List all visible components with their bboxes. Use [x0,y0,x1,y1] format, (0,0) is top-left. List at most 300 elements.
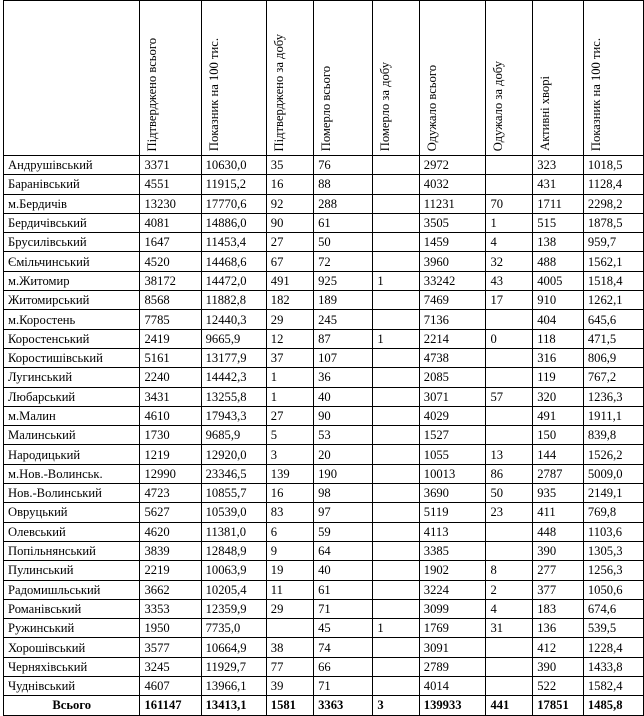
table-cell: 12990 [140,464,201,483]
table-cell: 98 [314,484,373,503]
region-name-cell: Олевський [4,522,140,541]
table-cell [373,580,419,599]
region-name-cell: Житомирський [4,291,140,310]
table-cell: 3690 [419,484,486,503]
region-name-cell: Радомишльський [4,580,140,599]
table-cell: 40 [314,561,373,580]
total-label: Всього [4,696,140,715]
header-recovered-daily [486,1,533,156]
table-cell: 161147 [140,696,201,715]
table-cell: 53 [314,426,373,445]
table-cell: 2787 [533,464,584,483]
table-cell: 12 [266,329,313,348]
covid-statistics-table [3,0,644,716]
table-cell [373,522,419,541]
table-footer [4,696,644,715]
table-row [4,271,644,290]
table-cell: 1 [266,387,313,406]
table-row [4,580,644,599]
table-cell: 2 [486,580,533,599]
table-cell: 6 [266,522,313,541]
table-cell: 64 [314,541,373,560]
header-label: Підтверджено за добу [271,33,286,151]
table-cell: 190 [314,464,373,483]
table-cell [486,522,533,541]
table-cell: 1711 [533,194,584,213]
table-cell [373,503,419,522]
table-cell: 72 [314,252,373,271]
table-cell: 1730 [140,426,201,445]
table-cell: 9685,9 [201,426,266,445]
table-cell: 57 [486,387,533,406]
header-label: Показник на 100 тис. [588,37,603,151]
table-cell: 138 [533,233,584,252]
table-cell: 7735,0 [201,619,266,638]
table-cell: 50 [486,484,533,503]
table-cell: 183 [533,599,584,618]
table-cell: 4 [486,599,533,618]
table-cell: 1103,6 [583,522,643,541]
table-cell: 4113 [419,522,486,541]
table-cell: 1018,5 [583,156,643,175]
table-cell: 10630,0 [201,156,266,175]
table-cell: 7469 [419,291,486,310]
table-cell: 27 [266,233,313,252]
table-cell: 139 [266,464,313,483]
table-cell: 11381,0 [201,522,266,541]
table-cell: 10013 [419,464,486,483]
table-cell [486,541,533,560]
table-cell: 17770,6 [201,194,266,213]
table-cell: 11915,2 [201,175,266,194]
header-region [4,1,140,156]
table-cell: 2214 [419,329,486,348]
table-cell: 4551 [140,175,201,194]
table-cell [486,426,533,445]
total-row [4,696,644,715]
table-cell: 10664,9 [201,638,266,657]
region-name-cell: Хорошівський [4,638,140,657]
header-label: Активні хворі [538,76,553,151]
table-cell [373,368,419,387]
table-cell: 9 [266,541,313,560]
table-cell: 1647 [140,233,201,252]
table-row [4,638,644,657]
table-cell [373,426,419,445]
table-cell: 136 [533,619,584,638]
table-cell [373,445,419,464]
table-cell: 959,7 [583,233,643,252]
table-cell: 4738 [419,348,486,367]
table-cell: 2240 [140,368,201,387]
header-label: Одужало за добу [491,60,506,151]
table-cell: 71 [314,677,373,696]
table-cell: 5119 [419,503,486,522]
table-cell: 1459 [419,233,486,252]
table-row [4,464,644,483]
table-cell: 1562,1 [583,252,643,271]
table-cell: 76 [314,156,373,175]
header-label: Показник на 100 тис. [206,37,221,151]
header-active-rate-per-100k [583,1,643,156]
table-cell [373,310,419,329]
table-cell: 4607 [140,677,201,696]
header-label: Померло всього [319,65,334,151]
table-row [4,561,644,580]
table-cell: 1236,3 [583,387,643,406]
table-cell [266,619,313,638]
region-name-cell: Коростенський [4,329,140,348]
table-cell [486,156,533,175]
table-cell: 645,6 [583,310,643,329]
table-cell: 38172 [140,271,201,290]
table-cell: 767,2 [583,368,643,387]
table-row [4,233,644,252]
table-cell: 23346,5 [201,464,266,483]
table-cell: 935 [533,484,584,503]
table-cell: 925 [314,271,373,290]
table-cell: 5161 [140,348,201,367]
table-row [4,522,644,541]
table-cell [373,599,419,618]
table-cell: 2972 [419,156,486,175]
table-cell: 1262,1 [583,291,643,310]
table-cell: 3431 [140,387,201,406]
table-cell: 390 [533,541,584,560]
table-cell: 29 [266,599,313,618]
region-name-cell: Народицький [4,445,140,464]
table-cell: 3071 [419,387,486,406]
table-cell: 12440,3 [201,310,266,329]
table-cell: 412 [533,638,584,657]
table-cell: 1305,3 [583,541,643,560]
table-cell: 4 [486,233,533,252]
table-body [4,156,644,696]
table-cell: 1 [486,213,533,232]
table-cell: 4032 [419,175,486,194]
table-cell: 245 [314,310,373,329]
table-cell: 1878,5 [583,213,643,232]
table-cell: 13413,1 [201,696,266,715]
table-cell: 10539,0 [201,503,266,522]
table-cell [373,657,419,676]
region-name-cell: м.Коростень [4,310,140,329]
table-cell: 3839 [140,541,201,560]
table-cell: 1950 [140,619,201,638]
table-cell: 14442,3 [201,368,266,387]
table-header [4,1,644,156]
table-row [4,194,644,213]
table-row [4,252,644,271]
region-name-cell: Черняхівський [4,657,140,676]
table-cell: 3 [373,696,419,715]
table-cell: 92 [266,194,313,213]
table-cell: 29 [266,310,313,329]
table-row [4,426,644,445]
region-name-cell: Баранівський [4,175,140,194]
table-cell: 0 [486,329,533,348]
table-cell: 4014 [419,677,486,696]
table-cell: 11231 [419,194,486,213]
table-cell: 16 [266,175,313,194]
table-cell: 107 [314,348,373,367]
header-label: Померло за добу [378,61,393,151]
table-cell: 13 [486,445,533,464]
table-cell [373,194,419,213]
table-row [4,175,644,194]
table-row [4,445,644,464]
region-name-cell: Лугинський [4,368,140,387]
table-cell: 3245 [140,657,201,676]
table-cell: 8568 [140,291,201,310]
table-cell: 3099 [419,599,486,618]
table-cell [373,541,419,560]
table-cell [373,213,419,232]
table-cell: 35 [266,156,313,175]
table-cell: 277 [533,561,584,580]
table-cell: 1581 [266,696,313,715]
table-cell: 43 [486,271,533,290]
region-name-cell: Бердичівський [4,213,140,232]
table-cell: 431 [533,175,584,194]
table-cell [373,638,419,657]
table-cell: 90 [314,406,373,425]
table-row [4,156,644,175]
table-cell: 1050,6 [583,580,643,599]
region-name-cell: Ружинський [4,619,140,638]
table-cell: 539,5 [583,619,643,638]
table-cell: 404 [533,310,584,329]
table-row [4,484,644,503]
table-cell: 37 [266,348,313,367]
table-cell: 1527 [419,426,486,445]
table-cell: 491 [266,271,313,290]
table-cell: 83 [266,503,313,522]
table-cell: 1 [373,329,419,348]
table-cell [373,291,419,310]
table-cell: 674,6 [583,599,643,618]
table-cell: 320 [533,387,584,406]
table-cell: 32 [486,252,533,271]
header-recovered-total [419,1,486,156]
table-cell: 2419 [140,329,201,348]
table-row [4,368,644,387]
table-cell: 13966,1 [201,677,266,696]
table-cell: 14886,0 [201,213,266,232]
table-cell [486,368,533,387]
table-cell: 4620 [140,522,201,541]
table-cell: 3371 [140,156,201,175]
header-label: Одужало всього [424,64,439,151]
table-cell: 4029 [419,406,486,425]
table-cell: 7785 [140,310,201,329]
table-cell [486,406,533,425]
table-row [4,406,644,425]
table-cell: 144 [533,445,584,464]
region-name-cell: м.Малин [4,406,140,425]
table-cell: 515 [533,213,584,232]
table-cell [373,252,419,271]
table-cell: 5009,0 [583,464,643,483]
table-cell: 88 [314,175,373,194]
table-cell: 323 [533,156,584,175]
table-cell: 5 [266,426,313,445]
table-cell: 19 [266,561,313,580]
region-name-cell: Коростишівський [4,348,140,367]
table-row [4,310,644,329]
table-cell: 182 [266,291,313,310]
table-cell: 377 [533,580,584,599]
table-cell: 1256,3 [583,561,643,580]
region-name-cell: м.Бердичів [4,194,140,213]
table-cell: 139933 [419,696,486,715]
table-cell: 74 [314,638,373,657]
table-cell: 20 [314,445,373,464]
header-confirmed-daily [266,1,313,156]
table-cell: 839,8 [583,426,643,445]
table-cell: 27 [266,406,313,425]
table-cell: 2219 [140,561,201,580]
table-cell: 4723 [140,484,201,503]
table-cell: 288 [314,194,373,213]
table-cell: 33242 [419,271,486,290]
table-cell: 3960 [419,252,486,271]
table-cell: 61 [314,580,373,599]
table-cell [373,464,419,483]
region-name-cell: Пулинський [4,561,140,580]
table-cell: 316 [533,348,584,367]
table-cell: 70 [486,194,533,213]
table-cell [373,484,419,503]
table-row [4,541,644,560]
table-cell: 8 [486,561,533,580]
table-cell: 97 [314,503,373,522]
table-cell: 1485,8 [583,696,643,715]
table-cell: 4081 [140,213,201,232]
table-cell: 86 [486,464,533,483]
header-active-cases [533,1,584,156]
table-cell: 1 [373,271,419,290]
table-cell: 12920,0 [201,445,266,464]
table-cell: 1902 [419,561,486,580]
region-name-cell: м.Нов.-Волинськ. [4,464,140,483]
table-cell: 3091 [419,638,486,657]
table-cell: 71 [314,599,373,618]
table-cell: 67 [266,252,313,271]
table-cell [486,677,533,696]
table-row [4,348,644,367]
table-cell: 5627 [140,503,201,522]
region-name-cell: Попільнянський [4,541,140,560]
table-cell: 441 [486,696,533,715]
table-cell: 1518,4 [583,271,643,290]
table-cell: 7136 [419,310,486,329]
table-cell [373,406,419,425]
table-row [4,387,644,406]
table-cell: 1 [373,619,419,638]
table-cell: 13230 [140,194,201,213]
table-row [4,657,644,676]
table-cell [486,638,533,657]
table-cell: 3505 [419,213,486,232]
table-cell: 77 [266,657,313,676]
table-cell: 11 [266,580,313,599]
table-cell: 1055 [419,445,486,464]
table-cell [373,348,419,367]
table-cell: 3385 [419,541,486,560]
table-cell: 59 [314,522,373,541]
table-row [4,291,644,310]
table-cell: 14472,0 [201,271,266,290]
table-cell [373,387,419,406]
table-cell: 4520 [140,252,201,271]
table-cell: 31 [486,619,533,638]
table-cell: 3363 [314,696,373,715]
table-cell: 16 [266,484,313,503]
region-name-cell: Романівський [4,599,140,618]
table-row [4,213,644,232]
table-cell: 2789 [419,657,486,676]
region-name-cell: Нов.-Волинський [4,484,140,503]
table-cell: 769,8 [583,503,643,522]
table-cell: 3577 [140,638,201,657]
table-row [4,503,644,522]
table-cell: 491 [533,406,584,425]
header-deaths-total [314,1,373,156]
table-cell: 1911,1 [583,406,643,425]
table-cell: 3224 [419,580,486,599]
table-cell [486,310,533,329]
table-cell: 1128,4 [583,175,643,194]
region-name-cell: Малинський [4,426,140,445]
table-cell: 40 [314,387,373,406]
table-cell: 61 [314,213,373,232]
table-cell: 17851 [533,696,584,715]
table-cell: 39 [266,677,313,696]
table-cell: 4005 [533,271,584,290]
table-cell: 17 [486,291,533,310]
table-cell: 14468,6 [201,252,266,271]
table-cell: 448 [533,522,584,541]
table-cell: 50 [314,233,373,252]
table-cell: 11882,8 [201,291,266,310]
table-cell: 411 [533,503,584,522]
table-cell: 3662 [140,580,201,599]
table-cell [373,175,419,194]
header-rate-per-100k [201,1,266,156]
table-cell: 471,5 [583,329,643,348]
table-cell: 13177,9 [201,348,266,367]
table-cell: 10205,4 [201,580,266,599]
region-name-cell: Андрушівський [4,156,140,175]
table-cell: 119 [533,368,584,387]
table-cell: 522 [533,677,584,696]
table-cell: 45 [314,619,373,638]
table-cell: 1582,4 [583,677,643,696]
table-cell [373,677,419,696]
table-cell: 806,9 [583,348,643,367]
region-name-cell: Чуднівський [4,677,140,696]
table-cell: 11929,7 [201,657,266,676]
table-cell: 2149,1 [583,484,643,503]
table-cell: 12848,9 [201,541,266,560]
header-deaths-daily [373,1,419,156]
header-confirmed-total [140,1,201,156]
table-cell [373,156,419,175]
table-cell: 1433,8 [583,657,643,676]
region-name-cell: Овруцький [4,503,140,522]
table-cell: 118 [533,329,584,348]
